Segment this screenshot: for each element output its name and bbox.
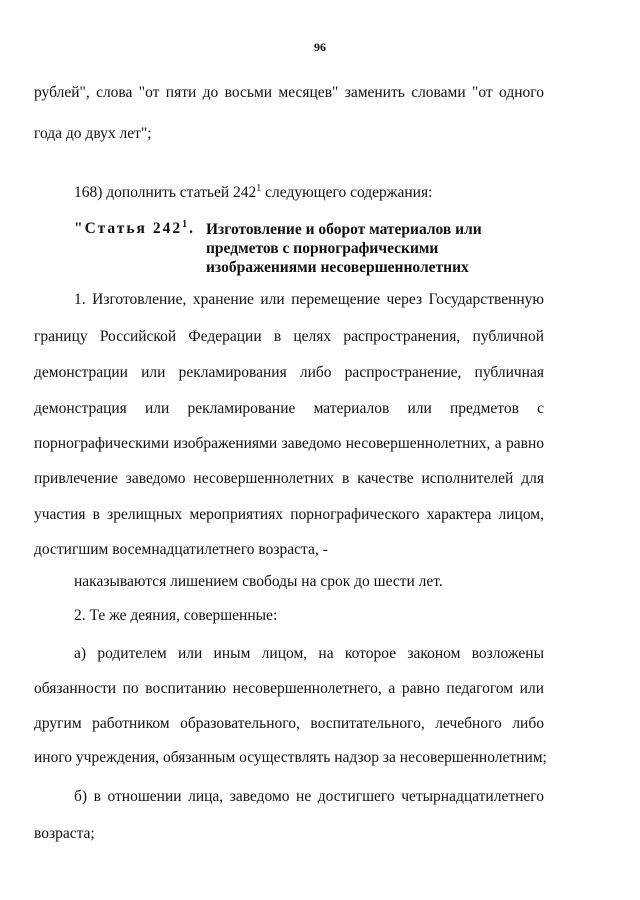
part1-line: участия в зрелищных мероприятиях порнографического характера лицом,: [34, 506, 544, 523]
part1-line: порнографическими изображениями заведомо несовершеннолетних, а равно: [34, 435, 544, 452]
part1-line: достигшим восемнадцатилетнего возраста, -: [34, 541, 328, 558]
part2-b-line: возраста;: [34, 825, 95, 842]
part2-heading: 2. Те же деяния, совершенные:: [74, 607, 278, 624]
part2-a-line: обязанности по воспитанию несовершеннолетнего, а равно педагогом или: [34, 680, 544, 697]
text-line: рублей", слова "от пяти до восьми месяцев" заменить словами "от одного: [34, 84, 544, 101]
text-line: года до двух лет";: [34, 125, 152, 142]
item-168-sup: 1: [256, 182, 262, 194]
article-label-text: "Статья 242: [74, 220, 183, 237]
article-label-after: .: [189, 220, 195, 237]
part1-line: привлечение заведомо несовершеннолетних в качестве исполнителей для: [34, 470, 544, 487]
article-label: [74, 220, 195, 238]
item-168-after: следующего содержания:: [261, 184, 433, 201]
item-168-before: 168) дополнить статьей 242: [74, 184, 257, 201]
part1-line: демонстрации или рекламирования либо распространение, публичная: [34, 364, 544, 381]
part2-a-line: другим работником образовательного, воспитательного, лечебного либо: [34, 715, 544, 732]
part2-a-line: а) родителем или иным лицом, на которое законом возложены: [74, 645, 544, 662]
item-168: [74, 183, 544, 203]
article-label-sup: 1: [182, 218, 190, 230]
article-title-line: Изготовление и оборот материалов или: [206, 221, 482, 238]
article-title-line: предметов с порнографическими: [206, 240, 439, 257]
article-title: [206, 220, 526, 277]
part2-b-line: б) в отношении лица, заведомо не достигшего четырнадцатилетнего: [74, 788, 544, 805]
part1-line: демонстрация или рекламирование материалов или предметов с: [34, 400, 544, 417]
penalty-line: наказываются лишением свободы на срок до шести лет.: [74, 573, 443, 590]
part1-line: границу Российской Федерации в целях распространения, публичной: [34, 328, 544, 345]
part2-a-line: иного учреждения, обязанным осуществлять надзор за несовершеннолетним;: [34, 749, 547, 766]
page-number: 96: [314, 40, 326, 54]
part1-line: 1. Изготовление, хранение или перемещение через Государственную: [74, 291, 544, 308]
article-title-line: изображениями несовершеннолетних: [206, 259, 469, 276]
